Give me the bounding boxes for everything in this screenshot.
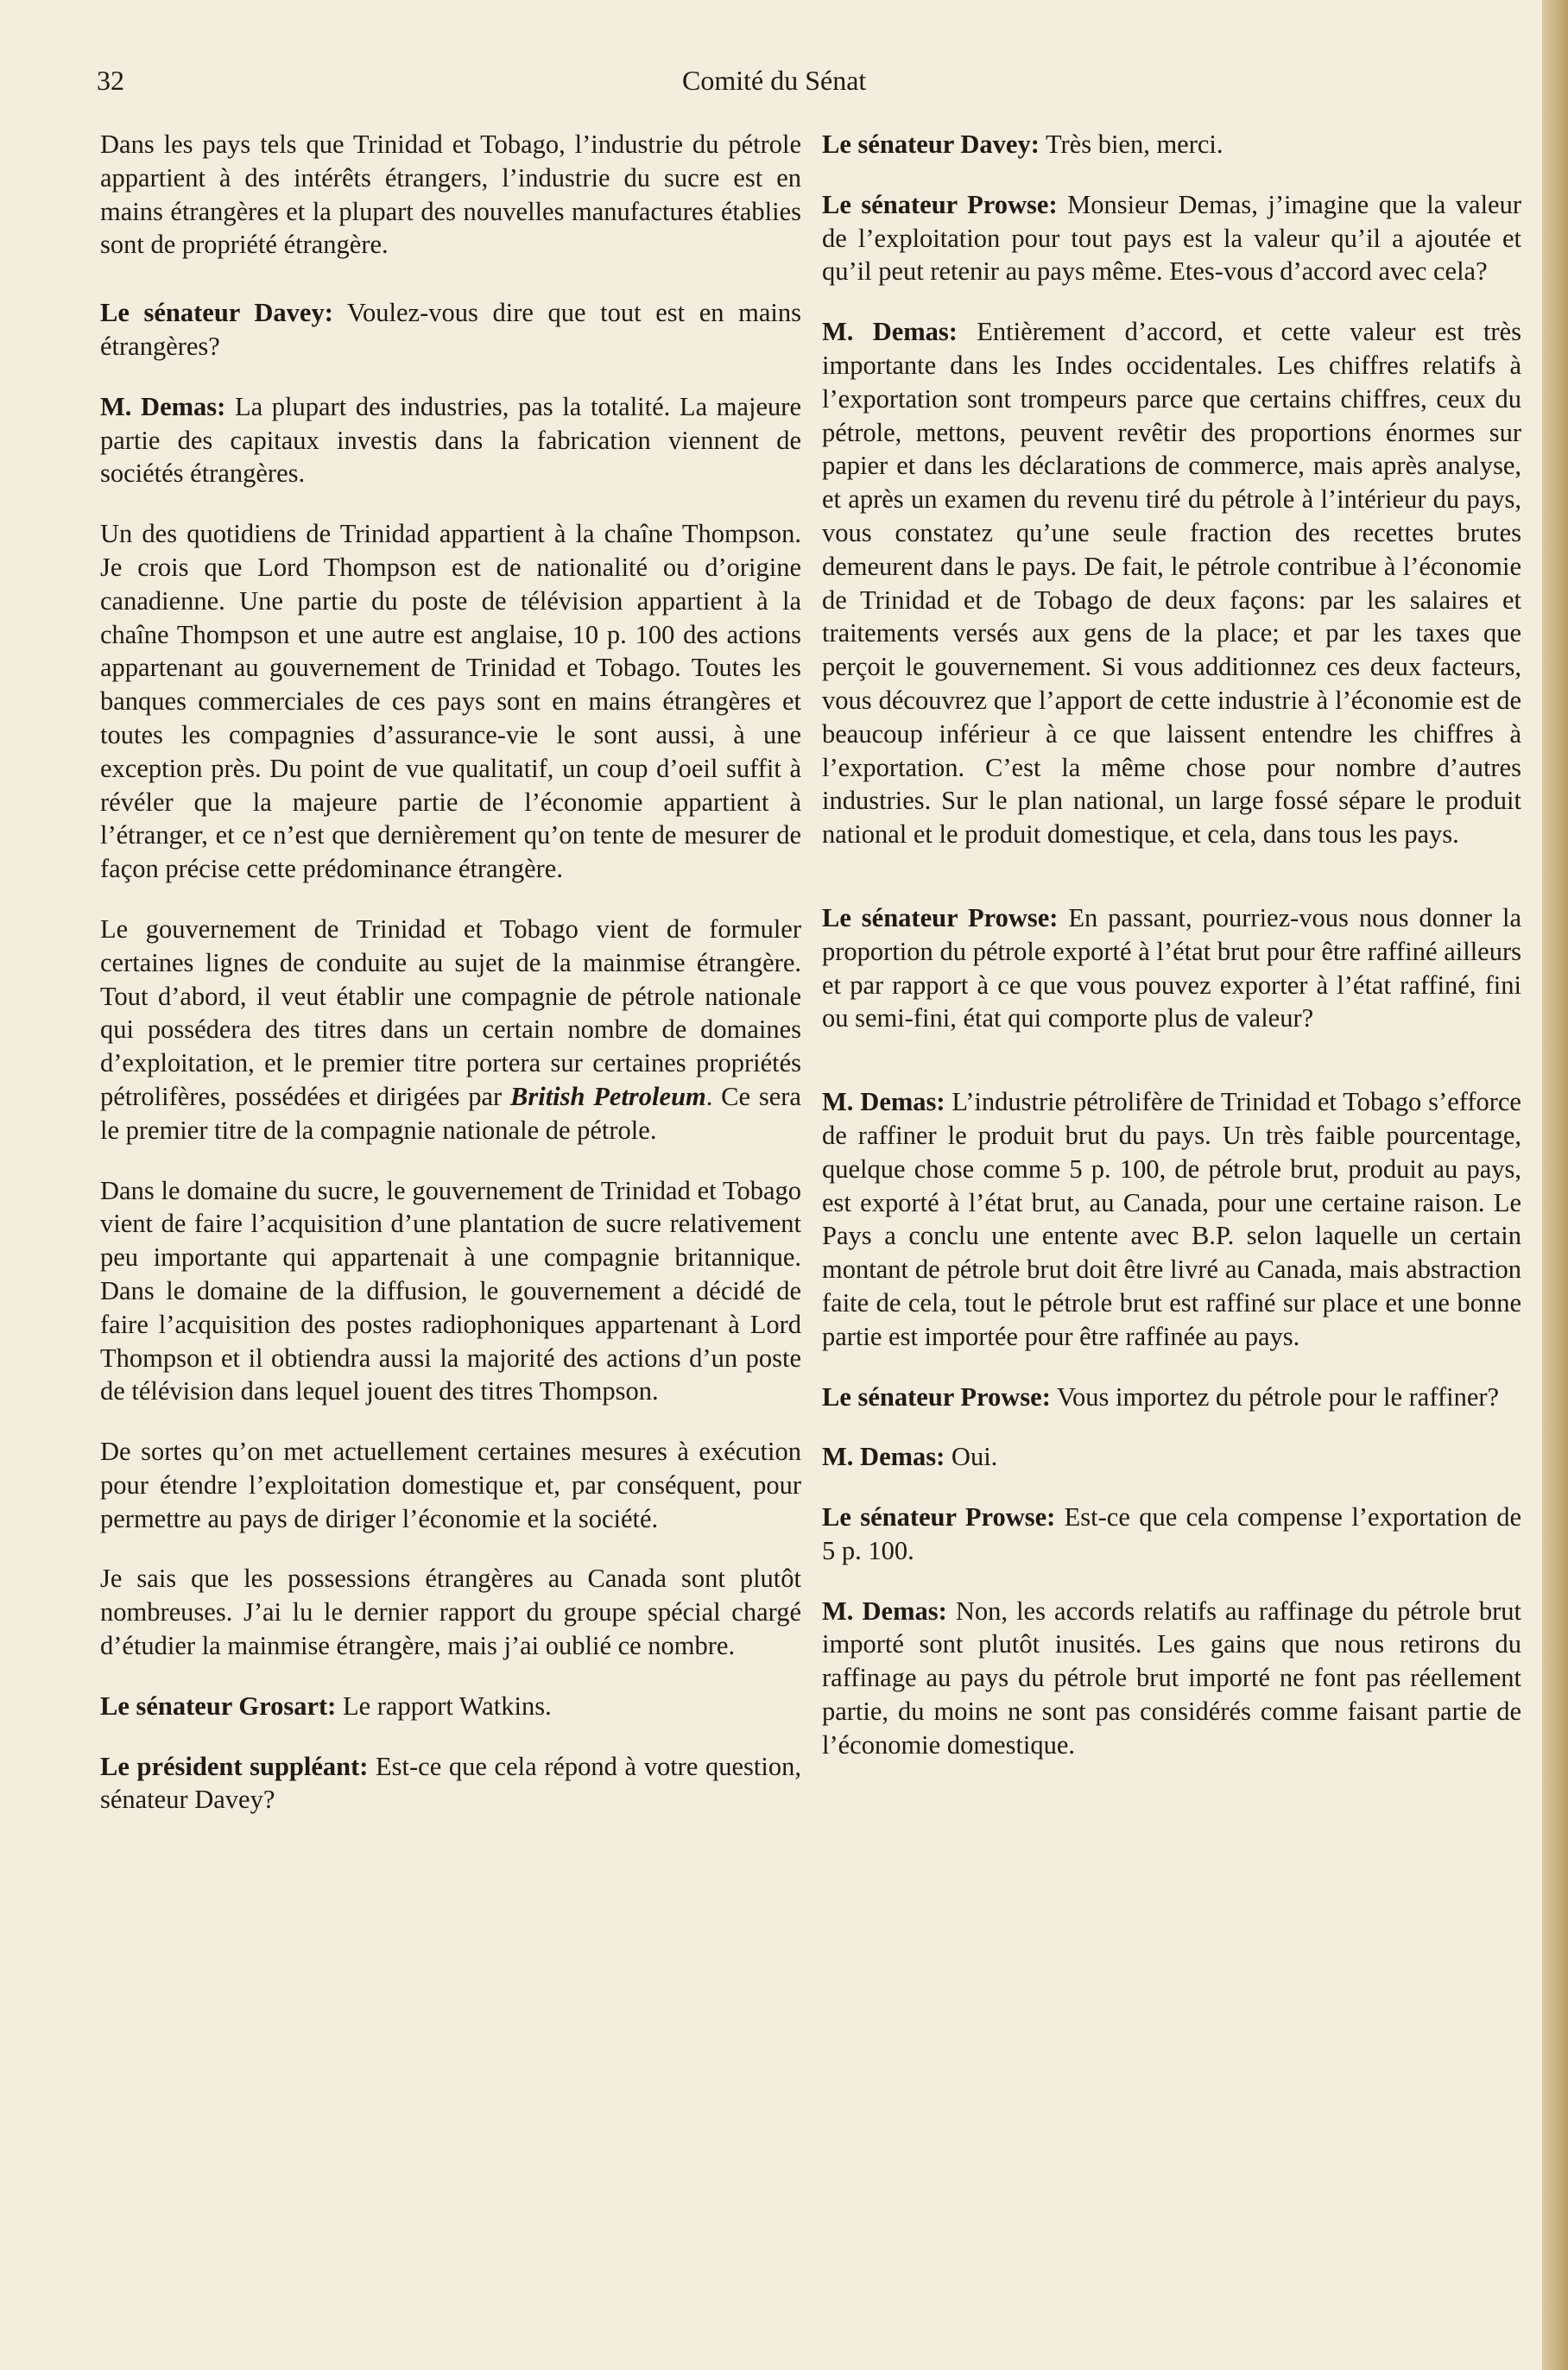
page-header bbox=[0, 65, 1568, 108]
emphasis-text: British Petroleum bbox=[510, 1081, 706, 1111]
paragraph bbox=[100, 1750, 801, 1817]
speaker-name: Le sénateur Prowse: bbox=[822, 1381, 1051, 1412]
speech-text: Très bien, merci. bbox=[1039, 130, 1223, 159]
paragraph bbox=[822, 188, 1521, 288]
paragraph bbox=[822, 1595, 1521, 1762]
running-title: Comité du Sénat bbox=[682, 65, 867, 96]
paragraph bbox=[100, 1690, 801, 1723]
speaker-name: Le sénateur Grosart: bbox=[100, 1691, 337, 1721]
speech-text: Le rapport Watkins. bbox=[336, 1691, 552, 1721]
speech-text: L’industrie pétrolifère de Trinidad et Tobago s’efforce de raffiner le produit brut du pays. Un très faible pourcentage, quelque chose comme 5 p. 100, de pétrole brut, produit au pays, est exporté à l’état brut, au Canada, pour une certaine raison. Le Pays a conclu une entente avec B.P. selon laquelle un certain montant de pétrole brut doit être livré au Canada, mais abstraction faite de cela, tout le pétrole brut est raffiné sur place et une bonne partie est importée pour être raffinée au pays. bbox=[822, 1087, 1521, 1351]
speaker-name: Le sénateur Davey: bbox=[100, 298, 333, 328]
speech-text: Est-ce que cela compense l’exportation de 5 p. 100. bbox=[822, 1502, 1521, 1565]
speaker-name: Le sénateur Davey: bbox=[822, 130, 1040, 159]
paragraph-text: Le gouvernement de Trinidad et Tobago vient de formuler certaines lignes de conduite au sujet de la mainmise étrangère. Tout d’abord, il veut établir une compagnie de pétrole nationale qui possédera des titres dans un certain nombre de domaines d’exploitation, et le premier titre portera sur certaines propriétés pétrolifères, possédées et dirigées par bbox=[100, 913, 801, 1111]
speech-text: Monsieur Demas, j’imagine que la valeur de l’exploitation pour tout pays est la valeur qu’il a ajoutée et qu’il peut retenir au pays même. Etes-vous d’accord avec cela? bbox=[822, 189, 1521, 287]
speaker-name: Le sénateur Prowse: bbox=[822, 902, 1059, 932]
speech-text: Vous importez du pétrole pour le raffiner? bbox=[1050, 1381, 1500, 1412]
speaker-name: M. Demas: bbox=[822, 1596, 947, 1626]
paragraph: Je sais que les possessions étrangères au Canada sont plutôt nombreuses. J’ai lu le dernier rapport du groupe spécial chargé d’étudier la mainmise étrangère, mais j’ai oublié ce nombre. bbox=[100, 1564, 801, 1661]
paragraph bbox=[100, 296, 801, 363]
paragraph bbox=[822, 128, 1521, 161]
speech-text: Non, les accords relatifs au raffinage du pétrole brut importé sont plutôt inusités. Les gains que nous retirons du raffinage au pays du pétrole brut importé ne font pas réellement partie, du moins ne sont pas considérés comme faisant partie de l’économie domestique. bbox=[822, 1596, 1521, 1760]
paragraph bbox=[822, 1440, 1521, 1474]
paragraph bbox=[822, 315, 1521, 851]
paragraph bbox=[822, 1381, 1521, 1414]
paragraph-text: . Ce sera le premier titre de la compagnie nationale de pétrole. bbox=[100, 1081, 801, 1145]
speaker-name: Le sénateur Prowse: bbox=[822, 1502, 1056, 1533]
speech-text: En passant, pourriez-vous nous donner la proportion du pétrole exporté à l’état brut pour être raffiné ailleurs et par rapport à ce que vous pouvez exporter à l’état raffiné, fini ou semi-fini, état qui comporte plus de valeur? bbox=[822, 902, 1521, 1033]
paragraph bbox=[822, 901, 1521, 1035]
speaker-name: Le président suppléant: bbox=[100, 1751, 369, 1781]
page-edge bbox=[1542, 0, 1568, 2370]
paragraph: Un des quotidiens de Trinidad appartient à la chaîne Thompson. Je crois que Lord Thompson est de nationalité ou d’origine canadienne. Une partie du poste de télévision appartient à la chaîne Thompson et une autre est anglaise, 10 p. 100 des actions appartenant au gouvernement de Trinidad et Tobago. Toutes les banques commerciales de ces pays sont en mains étrangères et toutes les compagnies d’assurance-vie le sont aussi, à une exception près. Du point de vue qualitatif, un coup d’oeil suffit à révéler que la majeure partie de l’économie appartient à l’étranger, et ce n’est que dernièrement qu’on tente de mesurer de façon précise cette prédominance étrangère. bbox=[100, 519, 801, 884]
paragraph bbox=[100, 390, 801, 490]
right-column bbox=[822, 128, 1521, 1789]
speech-text: Est-ce que cela répond à votre question, sénateur Davey? bbox=[100, 1751, 801, 1815]
speaker-name: Le sénateur Prowse: bbox=[822, 189, 1058, 219]
paragraph: Dans le domaine du sucre, le gouvernement de Trinidad et Tobago vient de faire l’acquisition d’une plantation de sucre relativement peu importante qui appartenait à une compagnie britannique. Dans le domaine de la diffusion, le gouvernement a décidé de faire l’acquisition des postes radiophoniques appartenant à Lord Thompson et il obtiendra aussi la majorité des actions d’un poste de télévision dans lequel jouent des titres Thompson. bbox=[100, 1175, 801, 1406]
speech-text: La plupart des industries, pas la totalité. La majeure partie des capitaux investis dans la fabrication viennent de sociétés étrangères. bbox=[100, 391, 801, 489]
speaker-name: M. Demas: bbox=[822, 1087, 945, 1117]
speaker-name: M. Demas: bbox=[822, 317, 958, 347]
page-number: 32 bbox=[97, 65, 124, 96]
left-column bbox=[100, 128, 801, 1843]
speech-text: Oui. bbox=[945, 1442, 998, 1472]
speech-text: Voulez-vous dire que tout est en mains étrangères? bbox=[100, 298, 801, 361]
paragraph: Dans les pays tels que Trinidad et Tobago, l’industrie du pétrole appartient à des intérêts étrangers, l’industrie du sucre est en mains étrangères et la plupart des nouvelles manufactures établies sont de propriété étrangère. bbox=[100, 130, 801, 260]
speaker-name: M. Demas: bbox=[100, 391, 226, 421]
paragraph bbox=[822, 1085, 1521, 1353]
speech-text: Entièrement d’accord, et cette valeur est très importante dans les Indes occidentales. Les chiffres relatifs à l’exportation sont trompeurs parce que certains chiffres, ceux du pétrole, mettons, peuvent revêtir des proportions énormes sur papier et dans les déclarations de commerce, mais après analyse, et après un examen du revenu tiré du pétrole à l’intérieur du pays, vous constatez qu’une seule fraction des recettes brutes demeurent dans le pays. De fait, le pétrole contribue à l’économie de Trinidad et de Tobago de deux façons: par les salaires et traitements versés aux gens de la place; et par les taxes que perçoit le gouvernement. Si vous additionnez ces deux facteurs, vous découvrez que l’apport de cette industrie à l’économie est de beaucoup inférieur à ce que laissent entendre les chiffres à l’exportation. C’est la même chose pour nombre d’autres industries. Sur le plan national, un large fossé sépare le produit national et le produit domestique, et cela, dans tous les pays. bbox=[822, 317, 1521, 850]
paragraph bbox=[822, 1501, 1521, 1568]
paragraph bbox=[100, 913, 801, 1147]
paragraph: De sortes qu’on met actuellement certaines mesures à exécution pour étendre l’exploitation domestique et, par conséquent, pour permettre au pays de diriger l’économie et la société. bbox=[100, 1437, 801, 1533]
speaker-name: M. Demas: bbox=[822, 1442, 945, 1472]
